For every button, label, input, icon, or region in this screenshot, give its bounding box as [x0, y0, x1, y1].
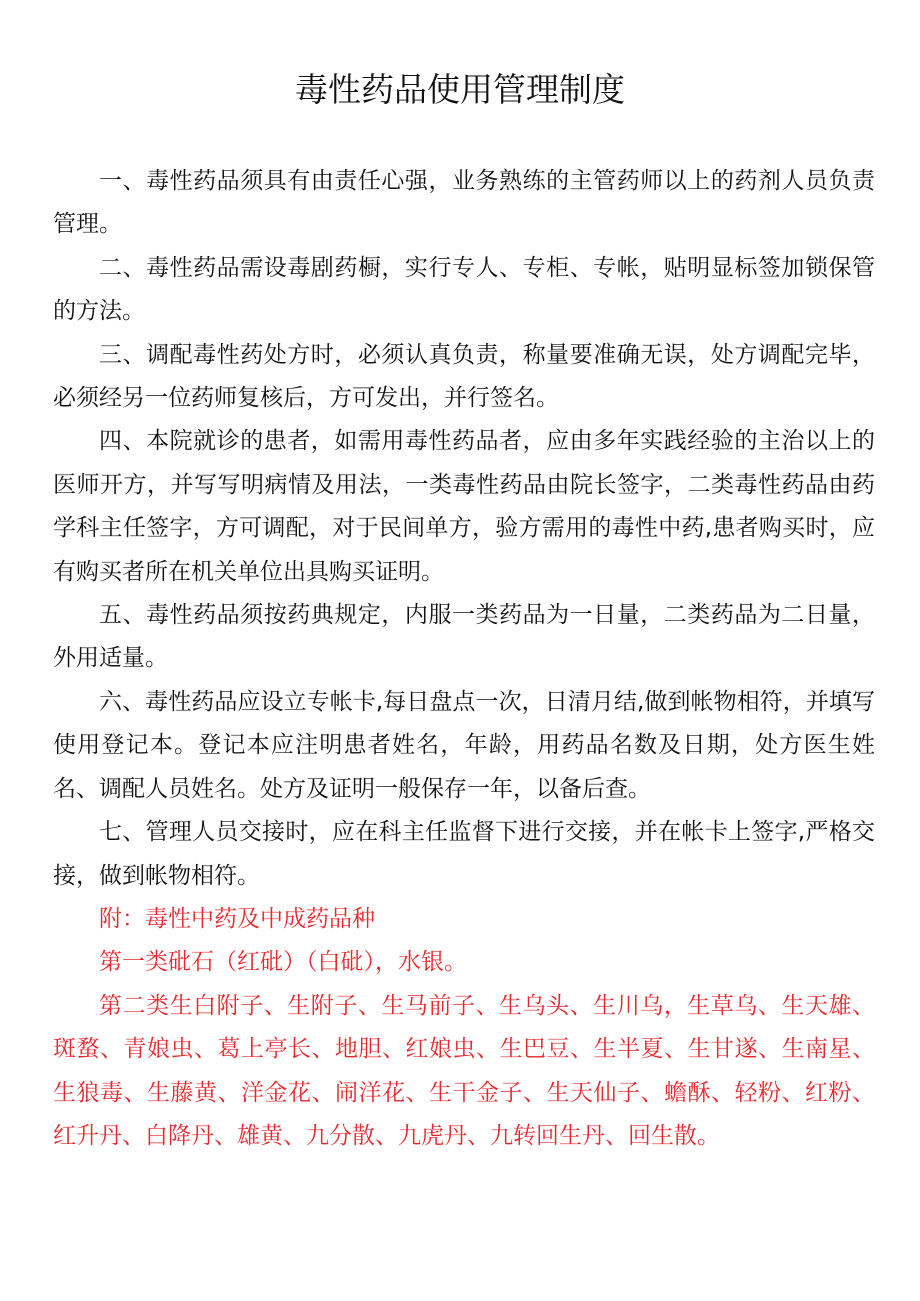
- appendix-heading: 附：毒性中药及中成药品种: [99, 905, 375, 932]
- document-title: 毒性药品使用管理制度: [295, 70, 625, 109]
- document-body: [53, 160, 875, 1158]
- appendix-class-two: 第二类生白附子、生附子、生马前子、生乌头、生川乌，生草乌、生天雄、斑蝥、青娘虫、葛上亭长、地胆、红娘虫、生巴豆、生半夏、生甘遂、生南星、生狼毒、生藤黄、洋金花、闹洋花、生干金子、生天仙子、蟾酥、轻粉、红粉、红升丹、白降丹、雄黄、九分散、九虎丹、九转回生丹、回生散。: [53, 992, 875, 1149]
- rule-paragraph-4: 四、本院就诊的患者，如需用毒性药品者，应由多年实践经验的主治以上的医师开方，并写写明病情及用法，一类毒性药品由院长签字，二类毒性药品由药学科主任签字，方可调配，对于民间单方，验方需用的毒性中药,患者购买时，应有购买者所在机关单位出具购买证明。: [53, 428, 875, 585]
- rule-paragraph-2: 二、毒性药品需设毒剧药橱，实行专人、专柜、专帐，贴明显标签加锁保管的方法。: [53, 254, 875, 325]
- rule-paragraph-3: 三、调配毒性药处方时，必须认真负责，称量要准确无误，处方调配完毕，必须经另一位药师复核后，方可发出，并行签名。: [53, 341, 875, 412]
- rule-paragraph-1: 一、毒性药品须具有由责任心强，业务熟练的主管药师以上的药剂人员负责管理。: [53, 168, 875, 238]
- rule-paragraph-7: 七、管理人员交接时，应在科主任监督下进行交接，并在帐卡上签字,严格交接，做到帐物相符。: [53, 819, 875, 889]
- rule-paragraph-6: 六、毒性药品应设立专帐卡,每日盘点一次，日清月结,做到帐物相符，并填写使用登记本。登记本应注明患者姓名，年龄，用药品名数及日期，处方医生姓名、调配人员姓名。处方及证明一般保存一年，以备后查。: [53, 688, 875, 802]
- appendix-class-one: 第一类砒石（红砒）（白砒），水银。: [99, 949, 467, 976]
- rule-paragraph-5: 五、毒性药品须按药典规定，内服一类药品为一日量，二类药品为二日量，外用适量。: [53, 602, 875, 672]
